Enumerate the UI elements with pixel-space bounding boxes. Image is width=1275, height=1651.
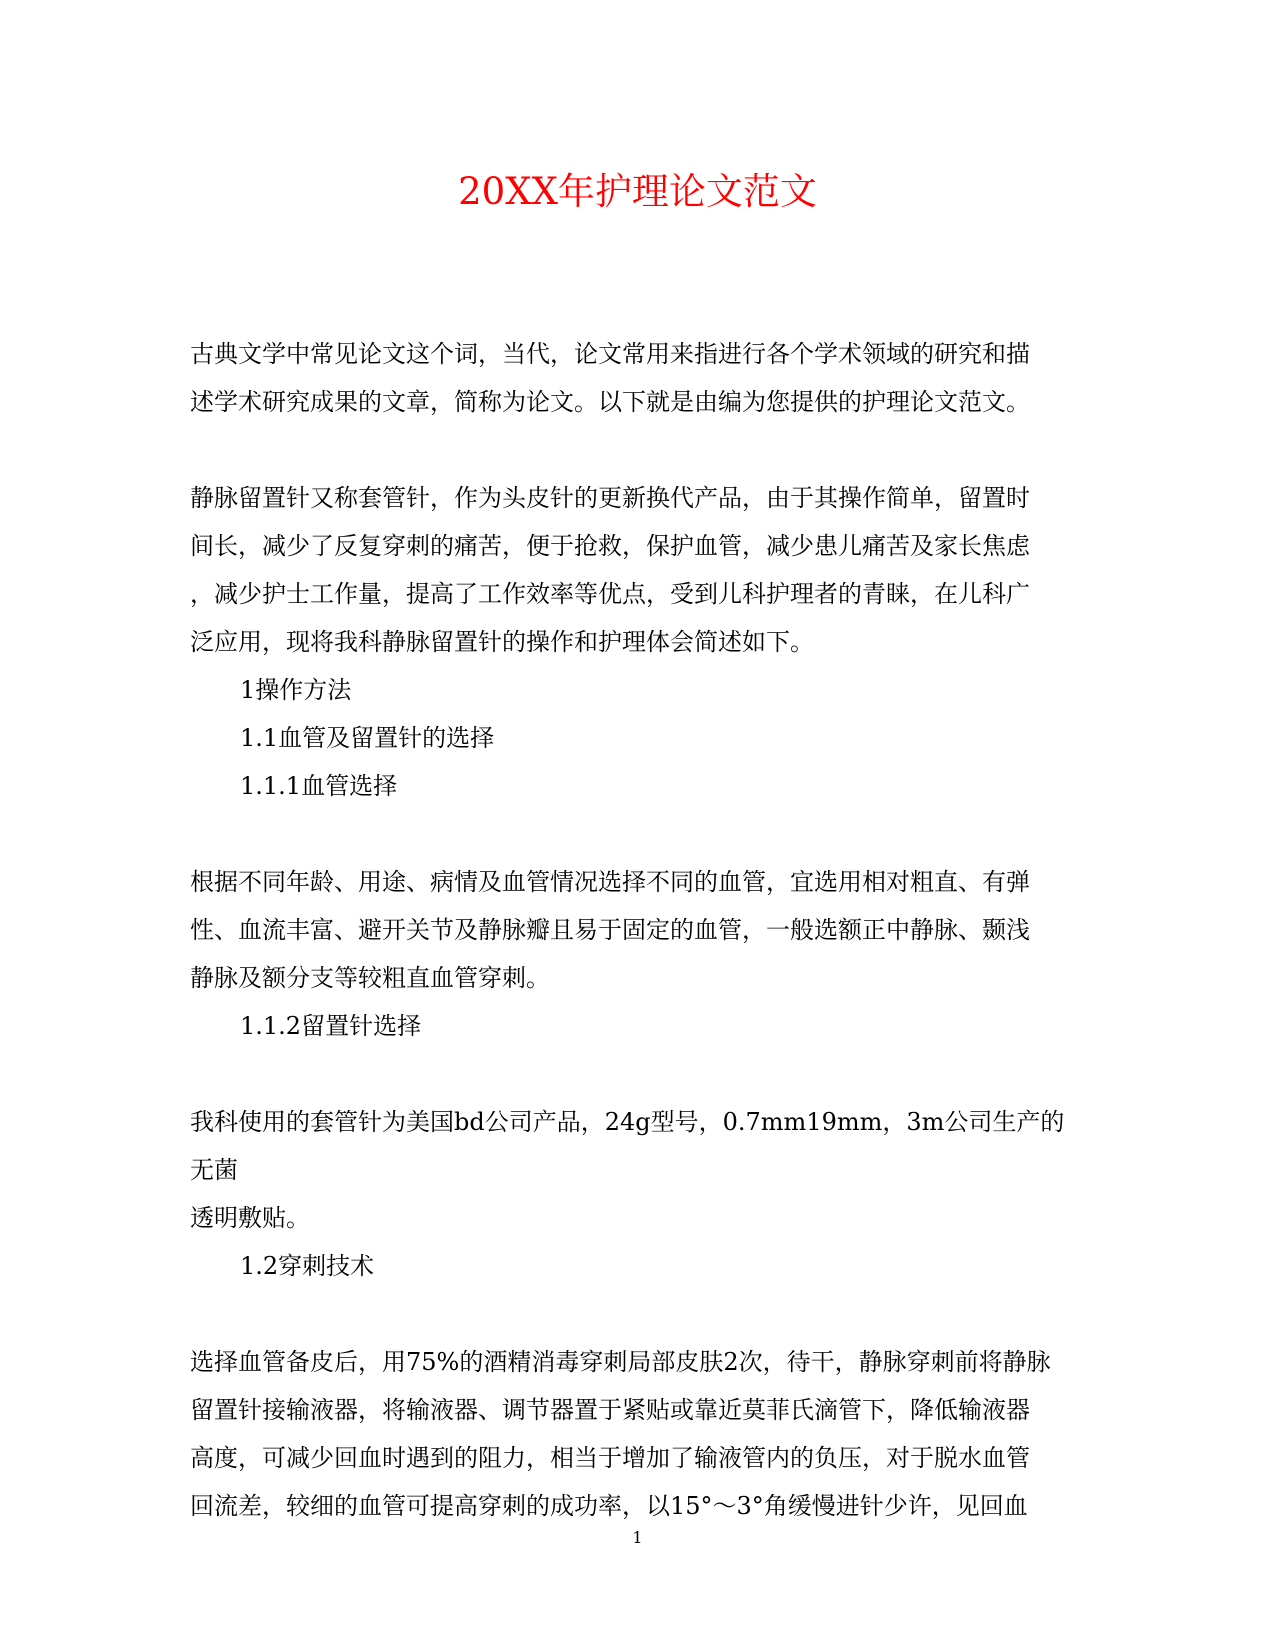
paragraph-gap <box>190 426 1070 474</box>
paragraph-gap <box>190 1050 1070 1098</box>
section-heading: 1.2穿刺技术 <box>240 1252 375 1280</box>
document-body <box>190 330 1070 1530</box>
page-number: 1 <box>632 1528 643 1547</box>
paragraph: 古典文学中常见论文这个词，当代，论文常用来指进行各个学术领域的研究和描 述学术研究成果的文章，简称为论文。以下就是由编为您提供的护理论文范文。 <box>190 340 1030 416</box>
section-heading: 1.1.1血管选择 <box>240 772 398 800</box>
section-heading: 1操作方法 <box>240 676 352 704</box>
paragraph: 根据不同年龄、用途、病情及血管情况选择不同的血管，宜选用相对粗直、有弹 性、血流丰富、避开关节及静脉瓣且易于固定的血管，一般选额正中静脉、颞浅 静脉及额分支等较粗直血管穿刺。 <box>190 868 1030 992</box>
paragraph-gap <box>190 1290 1070 1338</box>
document-title: 20XX年护理论文范文 <box>458 170 817 213</box>
paragraph: 我科使用的套管针为美国bd公司产品，24g型号，0.7mm19mm，3m公司生产的无菌 透明敷贴。 <box>190 1108 1065 1232</box>
paragraph: 静脉留置针又称套管针，作为头皮针的更新换代产品，由于其操作简单，留置时 间长，减少了反复穿刺的痛苦，便于抢救，保护血管，减少患儿痛苦及家长焦虑 ，减少护士工作量，提高了工作效率等优点，受到儿科护理者的青睐，在儿科广 泛应用，现将我科静脉留置针的操作和护理体会简述如下。 <box>190 484 1030 656</box>
paragraph: 选择血管备皮后，用75%的酒精消毒穿刺局部皮肤2次，待干，静脉穿刺前将静脉 留置针接输液器，将输液器、调节器置于紧贴或靠近莫菲氏滴管下，降低输液器 高度，可减少回血时遇到的阻力，相当于增加了输液管内的负压，对于脱水血管 回流差，较细的血管可提高穿刺的成功率，以15°～3°角缓慢进针少许，见回血 <box>190 1348 1051 1520</box>
paragraph-gap <box>190 810 1070 858</box>
section-heading: 1.1.2留置针选择 <box>240 1012 422 1040</box>
section-heading: 1.1血管及留置针的选择 <box>240 724 495 752</box>
